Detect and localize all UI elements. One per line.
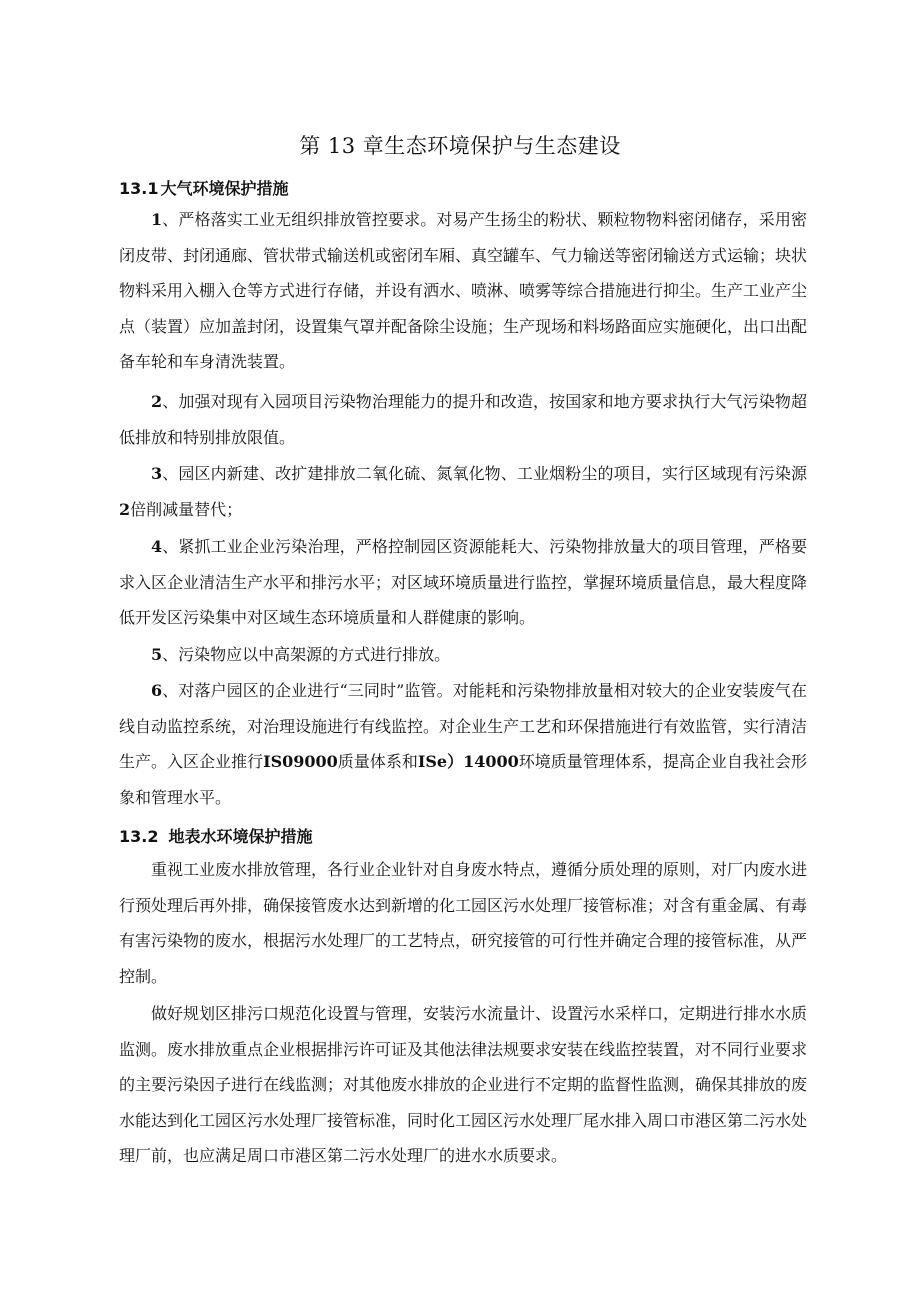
paragraph-item-3: 3、园区内新建、改扩建排放二氧化硫、氮氧化物、工业烟粉尘的项目，实行区域现有污染源2倍削减量替代； bbox=[119, 464, 807, 519]
paragraph-item-1: 1、严格落实工业无组织排放管控要求。对易产生扬尘的粉状、颗粒物物料密闭储存，采用密闭皮带、封闭通廊、管状带式输送机或密闭车厢、真空罐车、气力输送等密闭输送方式运输；块状物料采用入棚入仓等方式进行存储，并设有洒水、喷淋、喷雾等综合措施进行抑尘。生产工业产尘点（装置）应加盖封闭，设置集气罩并配备除尘设施；生产现场和料场路面应实施硬化，出口出配备车轮和车身清洗装置。 bbox=[119, 210, 808, 371]
section-title: 大气环境保护措施 bbox=[160, 179, 289, 198]
section-heading-13-1 bbox=[119, 176, 289, 199]
paragraph-item-2: 2、加强对现有入园项目污染物治理能力的提升和改造，按国家和地方要求执行大气污染物超低排放和特别排放限值。 bbox=[119, 392, 807, 447]
paragraph-item-5: 5、污染物应以中高架源的方式进行排放。 bbox=[151, 645, 451, 664]
paragraph-item-4: 4、紧抓工业企业污染治理，严格控制园区资源能耗大、污染物排放量大的项目管理，严格要求入区企业清洁生产水平和排污水平；对区域环境质量进行监控，掌握环境质量信息，最大程度降低开发区污染集中对区域生态环境质量和人群健康的影响。 bbox=[119, 537, 808, 627]
paragraph-outfall-monitoring: 做好规划区排污口规范化设置与管理，安装污水流量计、设置污水采样口，定期进行排水水质监测。废水排放重点企业根据排污许可证及其他法律法规要求安装在线监控装置，对不同行业要求的主要污染因子进行在线监测；对其他废水排放的企业进行不定期的监督性监测，确保其排放的废水能达到化工园区污水处理厂接管标准，同时化工园区污水处理厂尾水排入周口市港区第二污水处理厂前，也应满足周口市港区第二污水处理厂的进水水质要求。 bbox=[119, 1004, 808, 1165]
section-title: 地表水环境保护措施 bbox=[168, 827, 313, 846]
chapter-title: 第 13 章生态环境保护与生态建设 bbox=[299, 134, 621, 158]
section-heading-13-2 bbox=[119, 824, 313, 847]
paragraph-item-6: 6、对落户园区的企业进行“三同时”监管。对能耗和污染物排放量相对较大的企业安装废气在线自动监控系统，对治理设施进行有线监控。对企业生产工艺和环保措施进行有效监管，实行清洁生产。入区企业推行IS09000质量体系和ISe）14000环境质量管理体系，提高企业自我社会形象和管理水平。 bbox=[119, 681, 808, 807]
section-number: 13.1 bbox=[119, 179, 159, 198]
section-number: 13.2 bbox=[119, 827, 159, 846]
paragraph-wastewater-management: 重视工业废水排放管理，各行业企业针对自身废水特点，遵循分质处理的原则，对厂内废水进行预处理后再外排，确保接管废水达到新增的化工园区污水处理厂接管标准；对含有重金属、有毒有害污染物的废水，根据污水处理厂的工艺特点，研究接管的可行性并确定合理的接管标准，从严控制。 bbox=[119, 860, 808, 986]
